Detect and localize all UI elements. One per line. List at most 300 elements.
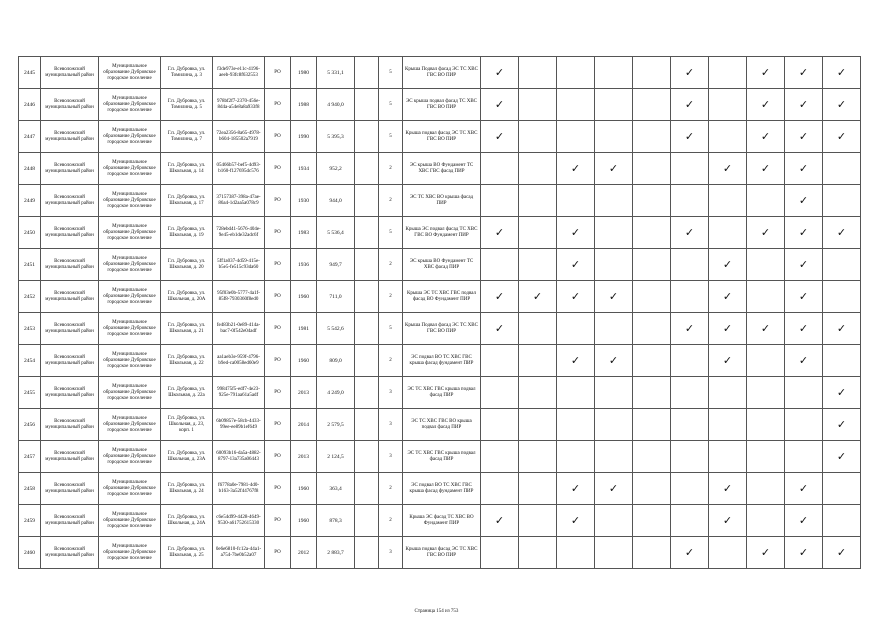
services-count-cell: 3 bbox=[379, 441, 403, 473]
check-cell bbox=[671, 121, 709, 153]
form-cell: РО bbox=[265, 313, 291, 345]
check-cell bbox=[595, 345, 633, 377]
check-cell bbox=[595, 409, 633, 441]
checkmark-icon: ✓ bbox=[684, 130, 695, 143]
check-cell bbox=[747, 441, 785, 473]
check-cell bbox=[823, 249, 861, 281]
check-cell bbox=[709, 153, 747, 185]
check-cell bbox=[481, 57, 519, 89]
district-cell: Всеволожский муниципальный район bbox=[41, 121, 99, 153]
check-cell bbox=[557, 249, 595, 281]
floors-cell bbox=[355, 537, 379, 569]
check-cell bbox=[519, 313, 557, 345]
check-cell bbox=[481, 217, 519, 249]
address-cell: Г.п. Дубровка, ул. Школьная, д. 14 bbox=[161, 153, 213, 185]
check-cell bbox=[557, 57, 595, 89]
table-row bbox=[19, 313, 869, 345]
year-cell: 1983 bbox=[291, 217, 317, 249]
form-cell: РО bbox=[265, 57, 291, 89]
address-cell: Г.п. Дубровка, ул. Школьная, д. 19 bbox=[161, 217, 213, 249]
checkmark-icon: ✓ bbox=[608, 482, 619, 495]
district-cell: Всеволожский муниципальный район bbox=[41, 441, 99, 473]
services-cell: ЭС подвал ВО ТС ХВС ГВС крыша фасад фундамент ПИР bbox=[403, 473, 481, 505]
address-cell: Г.п. Дубровка, ул. Школьная, д. 17 bbox=[161, 185, 213, 217]
checkmark-icon: ✓ bbox=[798, 194, 809, 207]
check-cell bbox=[557, 281, 595, 313]
spacer-cell bbox=[861, 537, 869, 569]
check-cell bbox=[481, 441, 519, 473]
year-cell: 1930 bbox=[291, 185, 317, 217]
row-number: 2459 bbox=[19, 505, 41, 537]
row-number: 2455 bbox=[19, 377, 41, 409]
form-cell: РО bbox=[265, 185, 291, 217]
check-cell bbox=[519, 249, 557, 281]
year-cell: 1934 bbox=[291, 153, 317, 185]
check-cell bbox=[557, 409, 595, 441]
district-cell: Всеволожский муниципальный район bbox=[41, 313, 99, 345]
form-cell: РО bbox=[265, 249, 291, 281]
floors-cell bbox=[355, 473, 379, 505]
check-cell bbox=[519, 409, 557, 441]
year-cell: 1980 bbox=[291, 57, 317, 89]
check-cell bbox=[557, 313, 595, 345]
spacer-cell bbox=[861, 121, 869, 153]
address-cell: Г.п. Дубровка, ул. Школьная, д. 24А bbox=[161, 505, 213, 537]
form-cell: РО bbox=[265, 473, 291, 505]
check-cell bbox=[481, 409, 519, 441]
check-cell bbox=[671, 377, 709, 409]
check-cell bbox=[633, 57, 671, 89]
checkmark-icon: ✓ bbox=[798, 546, 809, 559]
municipality-cell: Муниципальное образование Дубровское городское поселение bbox=[99, 89, 161, 121]
check-cell bbox=[519, 281, 557, 313]
table-row bbox=[19, 89, 869, 121]
check-cell bbox=[785, 185, 823, 217]
checkmark-icon: ✓ bbox=[836, 546, 847, 559]
checkmark-icon: ✓ bbox=[798, 322, 809, 335]
check-cell bbox=[633, 505, 671, 537]
check-cell bbox=[557, 89, 595, 121]
row-number: 2451 bbox=[19, 249, 41, 281]
year-cell: 1936 bbox=[291, 249, 317, 281]
check-cell bbox=[519, 89, 557, 121]
checkmark-icon: ✓ bbox=[722, 354, 733, 367]
spacer-cell bbox=[861, 153, 869, 185]
area-cell: 5 542,6 bbox=[317, 313, 355, 345]
floors-cell bbox=[355, 153, 379, 185]
checkmark-icon: ✓ bbox=[836, 322, 847, 335]
services-count-cell: 3 bbox=[379, 377, 403, 409]
check-cell bbox=[747, 505, 785, 537]
district-cell: Всеволожский муниципальный район bbox=[41, 249, 99, 281]
check-cell bbox=[633, 313, 671, 345]
table-row bbox=[19, 409, 869, 441]
check-cell bbox=[785, 57, 823, 89]
address-cell: Г.п. Дубровка, ул. Школьная, д. 24 bbox=[161, 473, 213, 505]
municipality-cell: Муниципальное образование Дубровское городское поселение bbox=[99, 313, 161, 345]
check-cell bbox=[823, 473, 861, 505]
area-cell: 5 395,3 bbox=[317, 121, 355, 153]
services-cell: Крыша ЭС ТС ХВС ГВС подвал фасад ВО Фундамент ПИР bbox=[403, 281, 481, 313]
check-cell bbox=[481, 537, 519, 569]
check-cell bbox=[823, 537, 861, 569]
check-cell bbox=[481, 377, 519, 409]
form-cell: РО bbox=[265, 121, 291, 153]
municipality-cell: Муниципальное образование Дубровское городское поселение bbox=[99, 185, 161, 217]
row-number: 2457 bbox=[19, 441, 41, 473]
checkmark-icon: ✓ bbox=[760, 66, 771, 79]
checkmark-icon: ✓ bbox=[760, 546, 771, 559]
form-cell: РО bbox=[265, 377, 291, 409]
area-cell: 711,0 bbox=[317, 281, 355, 313]
district-cell: Всеволожский муниципальный район bbox=[41, 89, 99, 121]
checkmark-icon: ✓ bbox=[760, 98, 771, 111]
floors-cell bbox=[355, 217, 379, 249]
year-cell: 1988 bbox=[291, 89, 317, 121]
year-cell: 2012 bbox=[291, 537, 317, 569]
check-cell bbox=[709, 89, 747, 121]
checkmark-icon: ✓ bbox=[722, 322, 733, 335]
checkmark-icon: ✓ bbox=[494, 66, 505, 79]
form-cell: РО bbox=[265, 153, 291, 185]
services-cell: Крыша подвал фасад ЭС ТС ХВС ГВС ВО ПИР bbox=[403, 537, 481, 569]
services-count-cell: 2 bbox=[379, 505, 403, 537]
check-cell bbox=[747, 377, 785, 409]
district-cell: Всеволожский муниципальный район bbox=[41, 281, 99, 313]
services-cell: ЭС крыша ВО Фундамент ТС ХВС фасад ПИР bbox=[403, 249, 481, 281]
services-count-cell: 2 bbox=[379, 185, 403, 217]
row-number: 2447 bbox=[19, 121, 41, 153]
municipality-cell: Муниципальное образование Дубровское городское поселение bbox=[99, 473, 161, 505]
services-count-cell: 5 bbox=[379, 89, 403, 121]
check-cell bbox=[633, 89, 671, 121]
checkmark-icon: ✓ bbox=[760, 162, 771, 175]
check-cell bbox=[633, 377, 671, 409]
check-cell bbox=[709, 185, 747, 217]
check-cell bbox=[823, 377, 861, 409]
checkmark-icon: ✓ bbox=[798, 162, 809, 175]
area-cell: 952,2 bbox=[317, 153, 355, 185]
check-cell bbox=[671, 441, 709, 473]
check-cell bbox=[519, 537, 557, 569]
checkmark-icon: ✓ bbox=[570, 226, 581, 239]
municipality-cell: Муниципальное образование Дубровское городское поселение bbox=[99, 377, 161, 409]
check-cell bbox=[671, 313, 709, 345]
check-cell bbox=[557, 153, 595, 185]
check-cell bbox=[557, 537, 595, 569]
check-cell bbox=[633, 473, 671, 505]
check-cell bbox=[747, 217, 785, 249]
area-cell: 944,0 bbox=[317, 185, 355, 217]
spacer-cell bbox=[861, 505, 869, 537]
check-cell bbox=[823, 89, 861, 121]
row-number: 2449 bbox=[19, 185, 41, 217]
form-cell: РО bbox=[265, 89, 291, 121]
checkmark-icon: ✓ bbox=[798, 226, 809, 239]
table-row bbox=[19, 345, 869, 377]
check-cell bbox=[557, 217, 595, 249]
checkmark-icon: ✓ bbox=[798, 130, 809, 143]
check-cell bbox=[785, 281, 823, 313]
check-cell bbox=[747, 473, 785, 505]
area-cell: 4 940,0 bbox=[317, 89, 355, 121]
address-cell: Г.п. Дубровка, ул. Школьная, д. 20А bbox=[161, 281, 213, 313]
checkmark-icon: ✓ bbox=[494, 290, 505, 303]
services-count-cell: 2 bbox=[379, 153, 403, 185]
municipality-cell: Муниципальное образование Дубровское городское поселение bbox=[99, 249, 161, 281]
form-cell: РО bbox=[265, 345, 291, 377]
check-cell bbox=[633, 217, 671, 249]
checkmark-icon: ✓ bbox=[798, 354, 809, 367]
table-row bbox=[19, 281, 869, 313]
check-cell bbox=[709, 345, 747, 377]
check-cell bbox=[633, 185, 671, 217]
services-cell: Крыша Подвал фасад ЭС ТС ХВС ГВС ВО ПИР bbox=[403, 313, 481, 345]
check-cell bbox=[671, 153, 709, 185]
checkmark-icon: ✓ bbox=[760, 226, 771, 239]
area-cell: 949,7 bbox=[317, 249, 355, 281]
row-number: 2458 bbox=[19, 473, 41, 505]
check-cell bbox=[785, 313, 823, 345]
checkmark-icon: ✓ bbox=[494, 322, 505, 335]
address-cell: Г.п. Дубровка, ул. Томилина, д. 3 bbox=[161, 57, 213, 89]
municipality-cell: Муниципальное образование Дубровское городское поселение bbox=[99, 57, 161, 89]
services-count-cell: 5 bbox=[379, 217, 403, 249]
checkmark-icon: ✓ bbox=[836, 418, 847, 431]
guid-cell: fe483b21-0e89-414a-bac7-0f542e04adf bbox=[213, 313, 265, 345]
check-cell bbox=[595, 89, 633, 121]
check-cell bbox=[671, 281, 709, 313]
spacer-cell bbox=[861, 313, 869, 345]
floors-cell bbox=[355, 185, 379, 217]
row-number: 2452 bbox=[19, 281, 41, 313]
checkmark-icon: ✓ bbox=[722, 482, 733, 495]
guid-cell: 37157387-398a-47ae-86a4-1d2aa5a078c9 bbox=[213, 185, 265, 217]
check-cell bbox=[671, 505, 709, 537]
check-cell bbox=[709, 473, 747, 505]
check-cell bbox=[595, 313, 633, 345]
spacer-cell bbox=[861, 377, 869, 409]
year-cell: 2013 bbox=[291, 377, 317, 409]
check-cell bbox=[481, 345, 519, 377]
spacer-cell bbox=[861, 409, 869, 441]
checkmark-icon: ✓ bbox=[798, 482, 809, 495]
check-cell bbox=[747, 537, 785, 569]
checkmark-icon: ✓ bbox=[684, 226, 695, 239]
area-cell: 878,3 bbox=[317, 505, 355, 537]
check-cell bbox=[709, 217, 747, 249]
check-cell bbox=[671, 185, 709, 217]
spacer-cell bbox=[861, 217, 869, 249]
check-cell bbox=[595, 249, 633, 281]
check-cell bbox=[519, 441, 557, 473]
checkmark-icon: ✓ bbox=[570, 354, 581, 367]
check-cell bbox=[633, 441, 671, 473]
row-number: 2446 bbox=[19, 89, 41, 121]
check-cell bbox=[595, 537, 633, 569]
table-row bbox=[19, 185, 869, 217]
year-cell: 2013 bbox=[291, 441, 317, 473]
services-count-cell: 3 bbox=[379, 537, 403, 569]
check-cell bbox=[481, 121, 519, 153]
check-cell bbox=[709, 377, 747, 409]
row-number: 2456 bbox=[19, 409, 41, 441]
table-row bbox=[19, 57, 869, 89]
table-row bbox=[19, 249, 869, 281]
checkmark-icon: ✓ bbox=[722, 290, 733, 303]
check-cell bbox=[595, 441, 633, 473]
check-cell bbox=[785, 345, 823, 377]
check-cell bbox=[671, 217, 709, 249]
address-cell: Г.п. Дубровка, ул. Школьная, д. 22а bbox=[161, 377, 213, 409]
row-number: 2450 bbox=[19, 217, 41, 249]
checkmark-icon: ✓ bbox=[570, 290, 581, 303]
check-cell bbox=[823, 505, 861, 537]
checkmark-icon: ✓ bbox=[494, 130, 505, 143]
check-cell bbox=[709, 537, 747, 569]
services-count-cell: 2 bbox=[379, 345, 403, 377]
address-cell: Г.п. Дубровка, ул. Школьная, д. 20 bbox=[161, 249, 213, 281]
municipality-cell: Муниципальное образование Дубровское городское поселение bbox=[99, 537, 161, 569]
checkmark-icon: ✓ bbox=[722, 514, 733, 527]
checkmark-icon: ✓ bbox=[722, 162, 733, 175]
check-cell bbox=[519, 185, 557, 217]
services-count-cell: 2 bbox=[379, 281, 403, 313]
check-cell bbox=[671, 537, 709, 569]
check-cell bbox=[481, 89, 519, 121]
check-cell bbox=[785, 121, 823, 153]
guid-cell: 0e6e6810-fc12a-44a1-a754-7be0b52a07 bbox=[213, 537, 265, 569]
district-cell: Всеволожский муниципальный район bbox=[41, 537, 99, 569]
guid-cell: 978bf2f7-2370-456e-8d4a-a54e8a8a933f8 bbox=[213, 89, 265, 121]
check-cell bbox=[747, 121, 785, 153]
checkmark-icon: ✓ bbox=[836, 98, 847, 111]
floors-cell bbox=[355, 377, 379, 409]
checkmark-icon: ✓ bbox=[570, 514, 581, 527]
row-number: 2454 bbox=[19, 345, 41, 377]
housing-register-table bbox=[18, 56, 869, 569]
check-cell bbox=[519, 345, 557, 377]
services-cell: Крыша ЭС фасад ТС ХВС ВО Фундамент ПИР bbox=[403, 505, 481, 537]
guid-cell: 6b09857e-58cb-4433-99ee-ee89b1ef649 bbox=[213, 409, 265, 441]
check-cell bbox=[747, 89, 785, 121]
spacer-cell bbox=[861, 281, 869, 313]
services-cell: ЭС ТС ХВС ГВС крыша подвал фасад ПИР bbox=[403, 377, 481, 409]
checkmark-icon: ✓ bbox=[836, 226, 847, 239]
floors-cell bbox=[355, 441, 379, 473]
floors-cell bbox=[355, 121, 379, 153]
check-cell bbox=[709, 121, 747, 153]
district-cell: Всеволожский муниципальный район bbox=[41, 153, 99, 185]
guid-cell: 5ff1a037-4d59-415e-b5e5-fe515c93da60 bbox=[213, 249, 265, 281]
district-cell: Всеволожский муниципальный район bbox=[41, 345, 99, 377]
services-count-cell: 2 bbox=[379, 473, 403, 505]
spacer-cell bbox=[861, 57, 869, 89]
checkmark-icon: ✓ bbox=[684, 322, 695, 335]
address-cell: Г.п. Дубровка, ул. Томилина, д. 7 bbox=[161, 121, 213, 153]
check-cell bbox=[557, 473, 595, 505]
check-cell bbox=[557, 505, 595, 537]
municipality-cell: Муниципальное образование Дубровское городское поселение bbox=[99, 217, 161, 249]
checkmark-icon: ✓ bbox=[798, 66, 809, 79]
services-cell: ЭС ТС ХВС ГВС крыша подвал фасад ПИР bbox=[403, 441, 481, 473]
address-cell: Г.п. Дубровка, ул. Школьная, д. 21 bbox=[161, 313, 213, 345]
checkmark-icon: ✓ bbox=[684, 546, 695, 559]
services-count-cell: 3 bbox=[379, 409, 403, 441]
checkmark-icon: ✓ bbox=[570, 482, 581, 495]
check-cell bbox=[519, 377, 557, 409]
spacer-cell bbox=[861, 185, 869, 217]
check-cell bbox=[747, 313, 785, 345]
page-footer: Страница 154 из 753 bbox=[414, 609, 459, 614]
check-cell bbox=[633, 409, 671, 441]
check-cell bbox=[785, 249, 823, 281]
checkmark-icon: ✓ bbox=[798, 514, 809, 527]
checkmark-icon: ✓ bbox=[608, 290, 619, 303]
services-cell: ЭС ТС ХВС ВО крыша фасад ПИР bbox=[403, 185, 481, 217]
checkmark-icon: ✓ bbox=[798, 258, 809, 271]
checkmark-icon: ✓ bbox=[684, 66, 695, 79]
check-cell bbox=[557, 377, 595, 409]
checkmark-icon: ✓ bbox=[684, 98, 695, 111]
spacer-cell bbox=[861, 89, 869, 121]
check-cell bbox=[823, 441, 861, 473]
services-cell: ЭС крыша подвал фасад ТС ХВС ГВС ВО ПИР bbox=[403, 89, 481, 121]
checkmark-icon: ✓ bbox=[570, 258, 581, 271]
year-cell: 1990 bbox=[291, 121, 317, 153]
check-cell bbox=[709, 505, 747, 537]
floors-cell bbox=[355, 281, 379, 313]
check-cell bbox=[709, 57, 747, 89]
check-cell bbox=[823, 409, 861, 441]
guid-cell: aa1aeb3e-959f-4796-b9ed-ca0058ed60e9 bbox=[213, 345, 265, 377]
services-cell: Крыша подвал фасад ЭС ТС ХВС ГВС ВО ПИР bbox=[403, 121, 481, 153]
municipality-cell: Муниципальное образование Дубровское городское поселение bbox=[99, 441, 161, 473]
check-cell bbox=[481, 281, 519, 313]
form-cell: РО bbox=[265, 281, 291, 313]
check-cell bbox=[557, 185, 595, 217]
guid-cell: 998475f5-edf7-4e23-925e-791aa61a5adf bbox=[213, 377, 265, 409]
check-cell bbox=[671, 409, 709, 441]
services-count-cell: 5 bbox=[379, 57, 403, 89]
checkmark-icon: ✓ bbox=[836, 130, 847, 143]
check-cell bbox=[709, 409, 747, 441]
year-cell: 2014 bbox=[291, 409, 317, 441]
form-cell: РО bbox=[265, 537, 291, 569]
year-cell: 1960 bbox=[291, 505, 317, 537]
table-row bbox=[19, 537, 869, 569]
check-cell bbox=[747, 153, 785, 185]
area-cell: 2 883,7 bbox=[317, 537, 355, 569]
form-cell: РО bbox=[265, 409, 291, 441]
checkmark-icon: ✓ bbox=[608, 354, 619, 367]
check-cell bbox=[709, 313, 747, 345]
district-cell: Всеволожский муниципальный район bbox=[41, 505, 99, 537]
check-cell bbox=[557, 345, 595, 377]
district-cell: Всеволожский муниципальный район bbox=[41, 57, 99, 89]
check-cell bbox=[519, 505, 557, 537]
check-cell bbox=[823, 121, 861, 153]
check-cell bbox=[823, 281, 861, 313]
guid-cell: f3de973e-e11c-4196-aeeb-93fc8f632553 bbox=[213, 57, 265, 89]
check-cell bbox=[519, 153, 557, 185]
table-row bbox=[19, 121, 869, 153]
check-cell bbox=[785, 153, 823, 185]
district-cell: Всеволожский муниципальный район bbox=[41, 409, 99, 441]
table-row bbox=[19, 377, 869, 409]
check-cell bbox=[785, 441, 823, 473]
check-cell bbox=[633, 153, 671, 185]
